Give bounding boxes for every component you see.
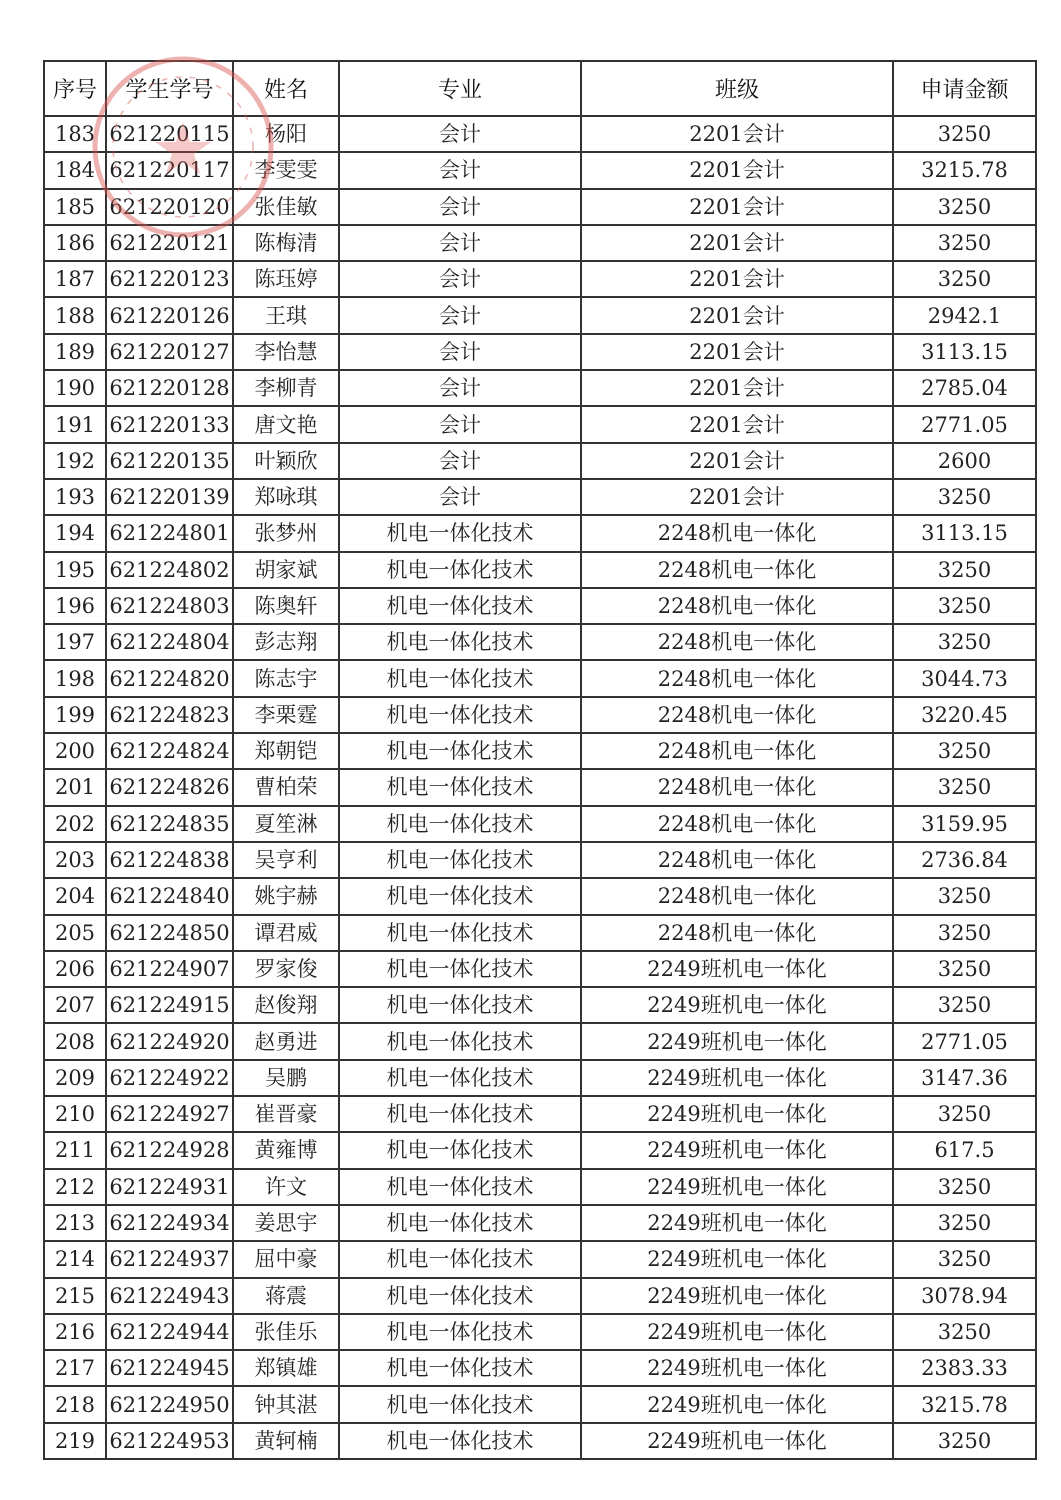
major: 会计 [339, 479, 581, 515]
student-id: 621220123 [106, 261, 233, 297]
amount: 3250 [893, 225, 1036, 261]
row-index: 183 [44, 116, 106, 152]
major: 机电一体化技术 [339, 1241, 581, 1277]
student-id: 621224922 [106, 1060, 233, 1096]
row-index: 215 [44, 1278, 106, 1314]
student-name: 黄轲楠 [233, 1423, 339, 1459]
student-name: 陈梅清 [233, 225, 339, 261]
class-name: 2201会计 [581, 225, 893, 261]
class-name: 2248机电一体化 [581, 878, 893, 914]
table-row [44, 515, 1036, 551]
header-student-id: 学生学号 [106, 61, 233, 116]
table-row [44, 1096, 1036, 1132]
row-index: 190 [44, 370, 106, 406]
student-name: 张梦州 [233, 515, 339, 551]
class-name: 2201会计 [581, 334, 893, 370]
major: 会计 [339, 152, 581, 188]
major: 机电一体化技术 [339, 1169, 581, 1205]
major: 机电一体化技术 [339, 660, 581, 696]
row-index: 196 [44, 588, 106, 624]
major: 机电一体化技术 [339, 515, 581, 551]
major: 机电一体化技术 [339, 733, 581, 769]
student-name: 夏笙淋 [233, 806, 339, 842]
student-name: 彭志翔 [233, 624, 339, 660]
row-index: 210 [44, 1096, 106, 1132]
table-row [44, 1423, 1036, 1459]
major: 机电一体化技术 [339, 1205, 581, 1241]
amount: 3250 [893, 1096, 1036, 1132]
amount: 2785.04 [893, 370, 1036, 406]
class-name: 2201会计 [581, 443, 893, 479]
student-name: 陈珏婷 [233, 261, 339, 297]
student-name: 谭君威 [233, 915, 339, 951]
class-name: 2248机电一体化 [581, 769, 893, 805]
row-index: 212 [44, 1169, 106, 1205]
major: 机电一体化技术 [339, 697, 581, 733]
row-index: 194 [44, 515, 106, 551]
table-row [44, 1205, 1036, 1241]
table-row [44, 443, 1036, 479]
amount: 2771.05 [893, 1023, 1036, 1059]
major: 机电一体化技术 [339, 1386, 581, 1422]
row-index: 217 [44, 1350, 106, 1386]
student-id: 621224950 [106, 1386, 233, 1422]
student-name: 李柳青 [233, 370, 339, 406]
table-row [44, 1314, 1036, 1350]
major: 会计 [339, 297, 581, 333]
student-name: 李怡慧 [233, 334, 339, 370]
student-name: 郑朝铠 [233, 733, 339, 769]
amount: 3250 [893, 1205, 1036, 1241]
row-index: 201 [44, 769, 106, 805]
class-name: 2201会计 [581, 261, 893, 297]
student-id: 621224937 [106, 1241, 233, 1277]
student-name: 杨阳 [233, 116, 339, 152]
student-name: 姜思宇 [233, 1205, 339, 1241]
header-major: 专业 [339, 61, 581, 116]
row-index: 192 [44, 443, 106, 479]
major: 机电一体化技术 [339, 915, 581, 951]
major: 会计 [339, 443, 581, 479]
major: 会计 [339, 189, 581, 225]
table-row [44, 479, 1036, 515]
student-id: 621224803 [106, 588, 233, 624]
amount: 3250 [893, 1314, 1036, 1350]
amount: 3250 [893, 769, 1036, 805]
amount: 617.5 [893, 1132, 1036, 1168]
major: 机电一体化技术 [339, 1096, 581, 1132]
major: 会计 [339, 406, 581, 442]
major: 机电一体化技术 [339, 951, 581, 987]
table-row [44, 370, 1036, 406]
row-index: 219 [44, 1423, 106, 1459]
student-id: 621224838 [106, 842, 233, 878]
student-id: 621224944 [106, 1314, 233, 1350]
student-name: 赵勇进 [233, 1023, 339, 1059]
student-name: 胡家斌 [233, 552, 339, 588]
amount: 3250 [893, 987, 1036, 1023]
table-row [44, 297, 1036, 333]
student-id: 621224824 [106, 733, 233, 769]
amount: 3220.45 [893, 697, 1036, 733]
major: 会计 [339, 334, 581, 370]
table-row [44, 334, 1036, 370]
amount: 3250 [893, 1423, 1036, 1459]
amount: 3250 [893, 261, 1036, 297]
table-row [44, 1132, 1036, 1168]
student-id: 621224953 [106, 1423, 233, 1459]
table-row [44, 697, 1036, 733]
student-name: 郑咏琪 [233, 479, 339, 515]
amount: 3250 [893, 733, 1036, 769]
class-name: 2249班机电一体化 [581, 1023, 893, 1059]
class-name: 2201会计 [581, 479, 893, 515]
amount: 3113.15 [893, 334, 1036, 370]
row-index: 207 [44, 987, 106, 1023]
student-name: 黄雍博 [233, 1132, 339, 1168]
student-id: 621224826 [106, 769, 233, 805]
class-name: 2248机电一体化 [581, 552, 893, 588]
class-name: 2249班机电一体化 [581, 1241, 893, 1277]
student-id: 621224907 [106, 951, 233, 987]
student-name: 姚宇赫 [233, 878, 339, 914]
table-row [44, 552, 1036, 588]
student-id: 621224840 [106, 878, 233, 914]
class-name: 2201会计 [581, 189, 893, 225]
table-row [44, 1060, 1036, 1096]
row-index: 202 [44, 806, 106, 842]
row-index: 189 [44, 334, 106, 370]
amount: 2600 [893, 443, 1036, 479]
student-id: 621224835 [106, 806, 233, 842]
table-row [44, 733, 1036, 769]
student-id: 621220115 [106, 116, 233, 152]
class-name: 2248机电一体化 [581, 733, 893, 769]
table-row [44, 588, 1036, 624]
table-row [44, 878, 1036, 914]
student-id: 621224934 [106, 1205, 233, 1241]
amount: 3159.95 [893, 806, 1036, 842]
class-name: 2248机电一体化 [581, 915, 893, 951]
row-index: 200 [44, 733, 106, 769]
student-id: 621220133 [106, 406, 233, 442]
student-id: 621224804 [106, 624, 233, 660]
student-id: 621220135 [106, 443, 233, 479]
class-name: 2249班机电一体化 [581, 987, 893, 1023]
student-name: 钟其湛 [233, 1386, 339, 1422]
student-id: 621220117 [106, 152, 233, 188]
row-index: 203 [44, 842, 106, 878]
amount: 3250 [893, 1169, 1036, 1205]
header-index: 序号 [44, 61, 106, 116]
student-id: 621224931 [106, 1169, 233, 1205]
student-id: 621220120 [106, 189, 233, 225]
table-row [44, 842, 1036, 878]
class-name: 2249班机电一体化 [581, 1132, 893, 1168]
student-id: 621224850 [106, 915, 233, 951]
row-index: 205 [44, 915, 106, 951]
table-row [44, 225, 1036, 261]
student-id: 621224945 [106, 1350, 233, 1386]
table-row [44, 660, 1036, 696]
student-id: 621224920 [106, 1023, 233, 1059]
student-id: 621220139 [106, 479, 233, 515]
major: 会计 [339, 116, 581, 152]
student-name: 陈志宇 [233, 660, 339, 696]
student-name: 李栗霆 [233, 697, 339, 733]
class-name: 2248机电一体化 [581, 697, 893, 733]
row-index: 198 [44, 660, 106, 696]
major: 机电一体化技术 [339, 1314, 581, 1350]
major: 机电一体化技术 [339, 552, 581, 588]
student-name: 陈奥轩 [233, 588, 339, 624]
student-id: 621224915 [106, 987, 233, 1023]
major: 机电一体化技术 [339, 806, 581, 842]
header-name: 姓名 [233, 61, 339, 116]
major: 机电一体化技术 [339, 1278, 581, 1314]
student-id: 621224823 [106, 697, 233, 733]
amount: 2736.84 [893, 842, 1036, 878]
table-row [44, 769, 1036, 805]
row-index: 197 [44, 624, 106, 660]
student-name: 蒋震 [233, 1278, 339, 1314]
table-row [44, 152, 1036, 188]
student-name: 屈中豪 [233, 1241, 339, 1277]
table-row [44, 1386, 1036, 1422]
header-class: 班级 [581, 61, 893, 116]
table-row [44, 1169, 1036, 1205]
class-name: 2248机电一体化 [581, 515, 893, 551]
student-id: 621224802 [106, 552, 233, 588]
class-name: 2249班机电一体化 [581, 1350, 893, 1386]
student-id: 621224927 [106, 1096, 233, 1132]
class-name: 2248机电一体化 [581, 588, 893, 624]
class-name: 2248机电一体化 [581, 842, 893, 878]
student-name: 曹柏荣 [233, 769, 339, 805]
class-name: 2201会计 [581, 297, 893, 333]
row-index: 193 [44, 479, 106, 515]
table-row [44, 987, 1036, 1023]
student-id: 621220127 [106, 334, 233, 370]
row-index: 211 [44, 1132, 106, 1168]
class-name: 2248机电一体化 [581, 660, 893, 696]
table-row [44, 1278, 1036, 1314]
table-header-row [44, 61, 1036, 116]
amount: 3044.73 [893, 660, 1036, 696]
student-id: 621220126 [106, 297, 233, 333]
major: 会计 [339, 261, 581, 297]
major: 机电一体化技术 [339, 1060, 581, 1096]
row-index: 188 [44, 297, 106, 333]
major: 机电一体化技术 [339, 624, 581, 660]
header-amount: 申请金额 [893, 61, 1036, 116]
amount: 3215.78 [893, 1386, 1036, 1422]
student-name: 李雯雯 [233, 152, 339, 188]
amount: 2942.1 [893, 297, 1036, 333]
major: 机电一体化技术 [339, 1350, 581, 1386]
row-index: 213 [44, 1205, 106, 1241]
class-name: 2249班机电一体化 [581, 1060, 893, 1096]
table-body [44, 116, 1036, 1459]
table-row [44, 1350, 1036, 1386]
amount: 3113.15 [893, 515, 1036, 551]
applicant-table [43, 60, 1037, 1460]
class-name: 2249班机电一体化 [581, 1205, 893, 1241]
student-name: 吴鹏 [233, 1060, 339, 1096]
student-name: 张佳乐 [233, 1314, 339, 1350]
amount: 3250 [893, 951, 1036, 987]
amount: 3250 [893, 588, 1036, 624]
amount: 3250 [893, 624, 1036, 660]
table-row [44, 1241, 1036, 1277]
table-row [44, 116, 1036, 152]
class-name: 2249班机电一体化 [581, 1278, 893, 1314]
amount: 3250 [893, 116, 1036, 152]
row-index: 214 [44, 1241, 106, 1277]
amount: 3147.36 [893, 1060, 1036, 1096]
major: 机电一体化技术 [339, 588, 581, 624]
row-index: 191 [44, 406, 106, 442]
major: 机电一体化技术 [339, 987, 581, 1023]
student-name: 张佳敏 [233, 189, 339, 225]
student-name: 唐文艳 [233, 406, 339, 442]
major: 机电一体化技术 [339, 1132, 581, 1168]
row-index: 186 [44, 225, 106, 261]
class-name: 2249班机电一体化 [581, 1096, 893, 1132]
class-name: 2249班机电一体化 [581, 1314, 893, 1350]
table-row [44, 951, 1036, 987]
major: 会计 [339, 225, 581, 261]
table-row [44, 261, 1036, 297]
student-id: 621224943 [106, 1278, 233, 1314]
row-index: 216 [44, 1314, 106, 1350]
class-name: 2201会计 [581, 406, 893, 442]
row-index: 195 [44, 552, 106, 588]
row-index: 199 [44, 697, 106, 733]
student-id: 621224801 [106, 515, 233, 551]
row-index: 204 [44, 878, 106, 914]
student-id: 621220128 [106, 370, 233, 406]
major: 机电一体化技术 [339, 769, 581, 805]
student-name: 罗家俊 [233, 951, 339, 987]
class-name: 2201会计 [581, 370, 893, 406]
student-id: 621220121 [106, 225, 233, 261]
amount: 2771.05 [893, 406, 1036, 442]
table-row [44, 189, 1036, 225]
major: 机电一体化技术 [339, 878, 581, 914]
amount: 3250 [893, 189, 1036, 225]
student-name: 崔晋豪 [233, 1096, 339, 1132]
row-index: 218 [44, 1386, 106, 1422]
class-name: 2249班机电一体化 [581, 1386, 893, 1422]
amount: 2383.33 [893, 1350, 1036, 1386]
amount: 3250 [893, 878, 1036, 914]
table-row [44, 806, 1036, 842]
major: 机电一体化技术 [339, 1023, 581, 1059]
row-index: 187 [44, 261, 106, 297]
amount: 3250 [893, 552, 1036, 588]
row-index: 206 [44, 951, 106, 987]
student-name: 赵俊翔 [233, 987, 339, 1023]
student-id: 621224928 [106, 1132, 233, 1168]
student-id: 621224820 [106, 660, 233, 696]
class-name: 2248机电一体化 [581, 806, 893, 842]
class-name: 2201会计 [581, 152, 893, 188]
row-index: 185 [44, 189, 106, 225]
class-name: 2249班机电一体化 [581, 951, 893, 987]
row-index: 208 [44, 1023, 106, 1059]
class-name: 2249班机电一体化 [581, 1169, 893, 1205]
amount: 3215.78 [893, 152, 1036, 188]
table-row [44, 406, 1036, 442]
table-row [44, 1023, 1036, 1059]
class-name: 2248机电一体化 [581, 624, 893, 660]
student-name: 郑镇雄 [233, 1350, 339, 1386]
amount: 3078.94 [893, 1278, 1036, 1314]
major: 机电一体化技术 [339, 1423, 581, 1459]
student-name: 叶颖欣 [233, 443, 339, 479]
table-row [44, 915, 1036, 951]
major: 会计 [339, 370, 581, 406]
major: 机电一体化技术 [339, 842, 581, 878]
amount: 3250 [893, 479, 1036, 515]
amount: 3250 [893, 1241, 1036, 1277]
student-name: 许文 [233, 1169, 339, 1205]
class-name: 2201会计 [581, 116, 893, 152]
class-name: 2249班机电一体化 [581, 1423, 893, 1459]
student-name: 王琪 [233, 297, 339, 333]
row-index: 209 [44, 1060, 106, 1096]
table-row [44, 624, 1036, 660]
student-name: 吴亨利 [233, 842, 339, 878]
row-index: 184 [44, 152, 106, 188]
amount: 3250 [893, 915, 1036, 951]
